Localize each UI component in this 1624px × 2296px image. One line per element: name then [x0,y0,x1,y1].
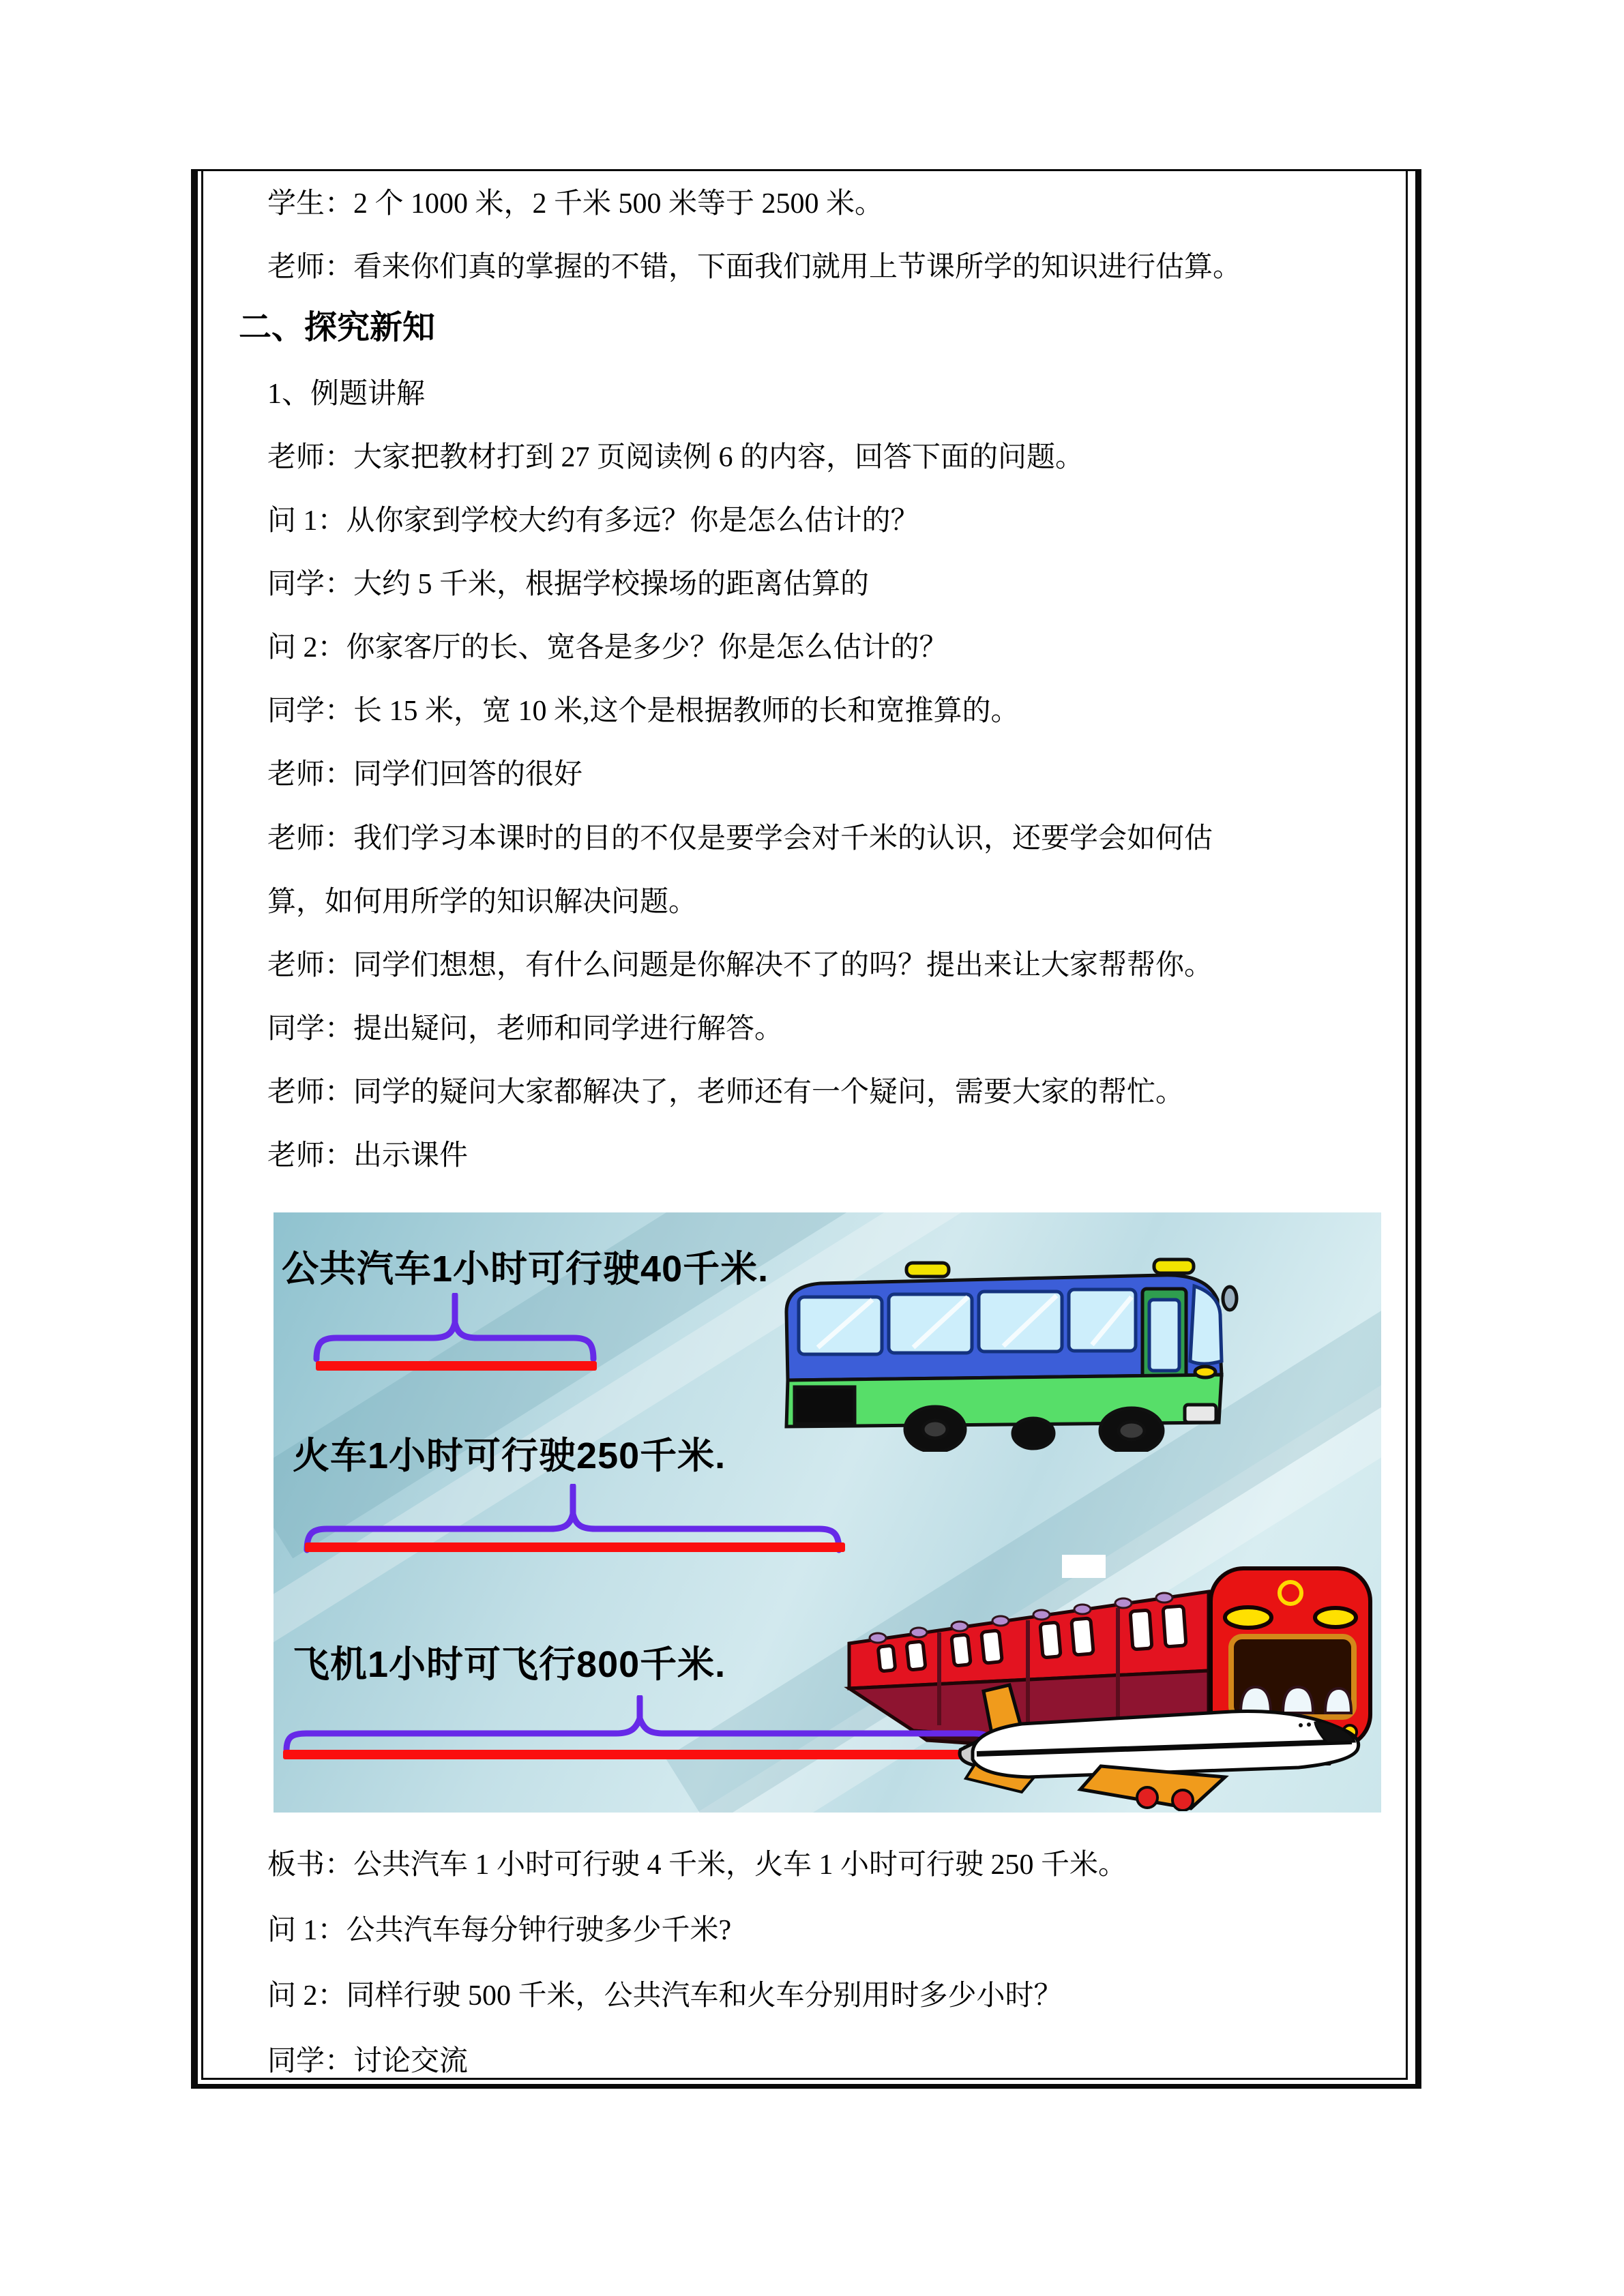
text-line: 同学：讨论交流 [267,2046,469,2077]
text-line: 问 1：公共汽车每分钟行驶多少千米? [267,1915,732,1946]
distance-line [283,1750,996,1759]
train-speed-label: 火车1小时可行驶250千米. [293,1435,726,1476]
text-line: 同学：长 15 米，宽 10 米,这个是根据教师的长和宽推算的。 [267,696,1020,727]
airplane-illustration [918,1680,1378,1813]
distance-line [316,1361,597,1371]
text-line: 学生：2 个 1000 米，2 千米 500 米等于 2500 米。 [267,188,884,220]
text-line: 板书：公共汽车 1 小时可行驶 4 千米，火车 1 小时可行驶 250 千米。 [267,1849,1127,1881]
bus-illustration [777,1257,1247,1455]
text-line: 算，如何用所学的知识解决问题。 [267,886,698,918]
text-line: 老师：同学的疑问大家都解决了，老师还有一个疑问，需要大家的帮忙。 [267,1077,1185,1108]
text-line: 同学：提出疑问，老师和同学进行解答。 [267,1013,784,1045]
text-line: 老师：大家把教材打到 27 页阅读例 6 的内容，回答下面的问题。 [267,442,1084,473]
distance-line [305,1542,845,1552]
section-heading: 二、探究新知 [239,310,436,346]
brace-icon [313,1293,597,1362]
text-line: 问 2：同样行驶 500 千米，公共汽车和火车分别用时多少小时？ [267,1980,1063,2012]
brace-icon [283,1695,996,1754]
text-line: 老师：同学们想想，有什么问题是你解决不了的吗？提出来让大家帮帮你。 [267,950,1213,981]
text-line: 老师：出示课件 [267,1140,469,1172]
text-line: 问 2：你家客厅的长、宽各是多少？你是怎么估计的？ [267,632,948,664]
text-line: 1、例题讲解 [267,378,426,410]
text-line: 问 1：从你家到学校大约有多远？你是怎么估计的？ [267,505,919,537]
text-line: 老师：看来你们真的掌握的不错，下面我们就用上节课所学的知识进行估算。 [267,252,1242,283]
text-line: 同学：大约 5 千米，根据学校操场的距离估算的 [267,569,870,600]
text-line: 老师：同学们回答的很好 [267,759,583,790]
airplane-speed-label: 飞机1小时可飞行800千米. [293,1644,726,1685]
courseware-image [274,1212,1381,1813]
bus-speed-label: 公共汽车1小时可行驶40千米. [282,1249,769,1289]
text-line: 老师：我们学习本课时的目的不仅是要学会对千米的认识，还要学会如何估 [267,823,1213,854]
